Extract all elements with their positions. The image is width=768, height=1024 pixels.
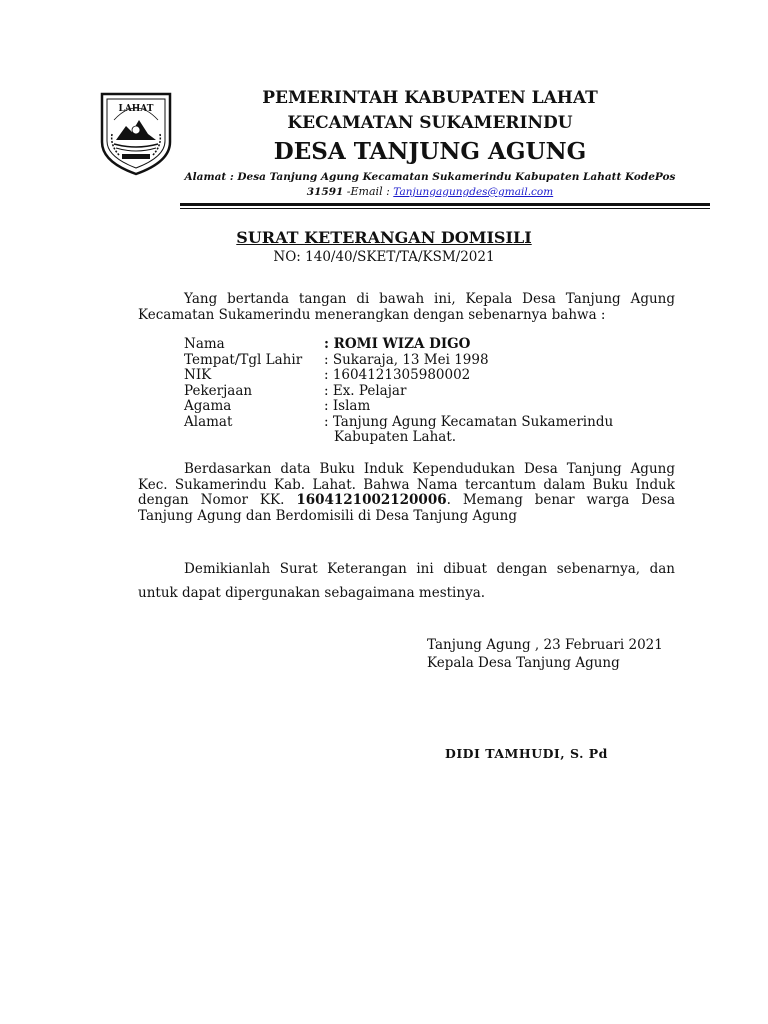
field-row-occupation [184, 384, 644, 400]
svg-text:LAHAT: LAHAT [118, 104, 154, 114]
identity-fields [184, 337, 644, 446]
kk-number: 1604121002120006 [296, 492, 447, 508]
closing-paragraph: Demikianlah Surat Keterangan ini dibuat dengan sebenarnya, dan untuk dapat dipergunakan sebagaimana mestinya. [138, 561, 675, 601]
postcode: 31591 [306, 186, 344, 198]
field-value: : ROMI WIZA DIGO [324, 336, 471, 352]
lahat-regency-logo [96, 90, 176, 176]
field-value: : Ex. Pelajar [324, 382, 407, 399]
intro-paragraph: Yang bertanda tangan di bawah ini, Kepala Desa Tanjung Agung Kecamatan Sukamerindu menerangkan dengan sebenarnya bahwa : [138, 291, 675, 323]
field-label: Agama [184, 398, 232, 414]
field-value: : Islam [324, 398, 371, 414]
signer-title: Kepala Desa Tanjung Agung [427, 655, 620, 671]
place-date: Tanjung Agung , 23 Februari 2021 [427, 637, 663, 653]
field-address-continuation: Kabupaten Lahat. [334, 429, 457, 445]
field-row-address [184, 415, 644, 431]
header-village-line: DESA TANJUNG AGUNG [273, 138, 587, 165]
field-value: : Tanjung Agung Kecamatan Sukamerindu [324, 413, 614, 430]
header-divider-thick [180, 203, 710, 206]
letter-title: SURAT KETERANGAN DOMISILI [236, 228, 532, 247]
field-value: : 1604121305980002 [324, 367, 471, 383]
field-row-name [184, 337, 644, 353]
header-address: Alamat : Desa Tanjung Agung Kecamatan Sukamerindu Kabupaten Lahatt KodePos [184, 171, 676, 183]
body-paragraph: Berdasarkan data Buku Induk Kependudukan Desa Tanjung Agung Kec. Sukamerindu Kab. Lahat. Bahwa Nama tercantum dalam Buku Induk dengan Nomor KK. 1604121002120006. Memang benar warga Desa Tanjung Agung dan Berdomisili di Desa Tanjung Agung [138, 461, 676, 524]
field-label: Tempat/Tgl Lahir [184, 351, 303, 368]
header-government-line: PEMERINTAH KABUPATEN LAHAT [262, 88, 598, 108]
field-label: Alamat [184, 413, 233, 430]
email-label: -Email : [343, 185, 394, 198]
field-label: NIK [184, 367, 212, 383]
field-value: : Sukaraja, 13 Mei 1998 [324, 351, 489, 368]
field-label: Pekerjaan [184, 382, 253, 399]
field-row-nik [184, 368, 644, 384]
header-postcode-email [180, 184, 680, 200]
email-link[interactable]: Tanjungagungdes@gmail.com [393, 186, 554, 198]
field-row-religion [184, 399, 644, 415]
field-label: Nama [184, 336, 225, 352]
header-district-line: KECAMATAN SUKAMERINDU [287, 113, 573, 133]
signer-name: DIDI TAMHUDI, S. Pd [445, 746, 608, 761]
field-row-birth [184, 353, 644, 369]
letter-number: NO: 140/40/SKET/TA/KSM/2021 [273, 249, 495, 265]
header-divider-thin [180, 208, 710, 209]
